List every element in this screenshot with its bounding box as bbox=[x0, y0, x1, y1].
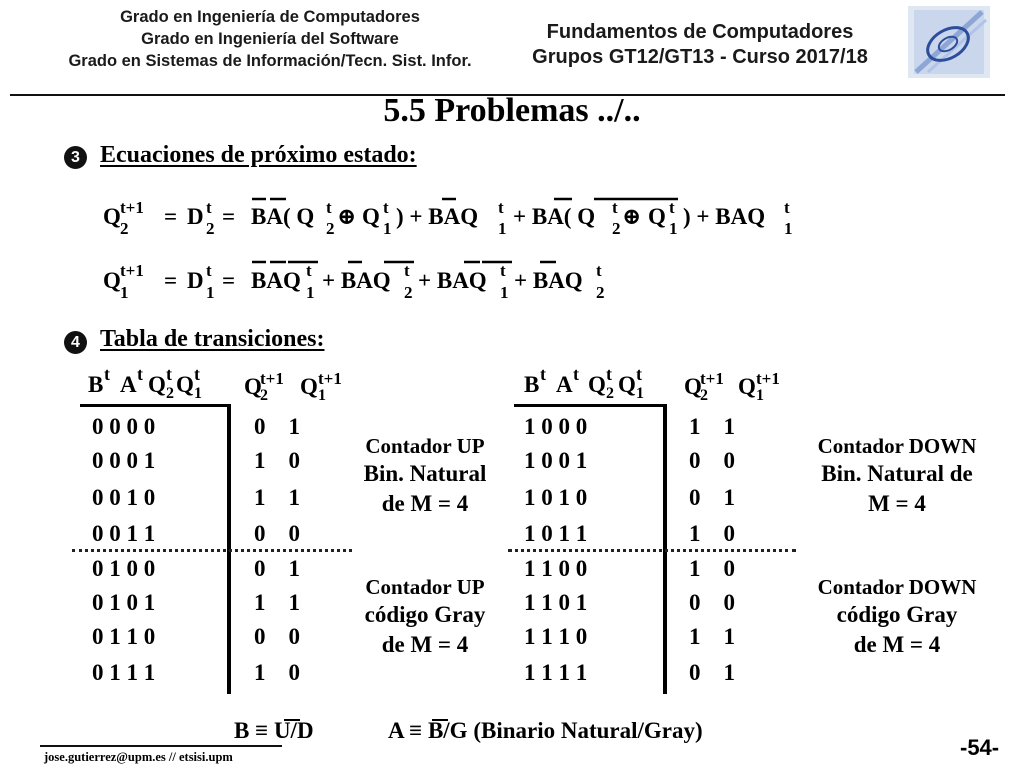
table-row: 1 0 0 1 bbox=[524, 448, 588, 473]
svg-text:+ BAQ: + BAQ bbox=[514, 268, 583, 293]
table-row: 0 1 1 1 bbox=[92, 660, 156, 685]
svg-text:2: 2 bbox=[206, 219, 215, 238]
note-line: código Gray bbox=[364, 602, 486, 627]
table-left-header bbox=[80, 362, 380, 406]
course-info bbox=[500, 20, 900, 70]
legend-b-overbar bbox=[284, 719, 300, 721]
svg-text:t: t bbox=[500, 261, 506, 280]
course-name: Fundamentos de Computadores bbox=[546, 21, 854, 43]
table-row: 0 1 0 1 bbox=[92, 590, 156, 615]
svg-text:BA( Q: BA( Q bbox=[251, 204, 315, 229]
svg-text:D: D bbox=[187, 268, 204, 293]
svg-text:t+1: t+1 bbox=[120, 261, 144, 280]
svg-text:t+1: t+1 bbox=[318, 369, 342, 388]
svg-text:1: 1 bbox=[669, 219, 678, 238]
note-down-gray bbox=[792, 575, 1002, 660]
svg-text:Q: Q bbox=[300, 374, 318, 399]
table-row-next: 1 1 bbox=[689, 414, 735, 439]
table-row-next: 0 0 bbox=[689, 590, 735, 615]
next-state-equations bbox=[0, 190, 820, 320]
svg-text:=: = bbox=[164, 204, 178, 229]
svg-text:t: t bbox=[573, 364, 579, 384]
svg-text:Q: Q bbox=[148, 372, 166, 397]
svg-text:t+1: t+1 bbox=[260, 369, 284, 388]
svg-text:⊕: ⊕ bbox=[337, 204, 357, 229]
table-right-header-rule bbox=[514, 404, 666, 407]
svg-text:Q: Q bbox=[648, 204, 666, 229]
table-row-next: 0 1 bbox=[689, 485, 735, 510]
svg-text:Q: Q bbox=[362, 204, 380, 229]
page-number: -54- bbox=[960, 735, 1000, 760]
svg-text:t: t bbox=[498, 198, 504, 217]
table-row: 0 0 0 1 bbox=[92, 448, 156, 473]
table-row-next: 0 1 bbox=[689, 660, 735, 685]
svg-text:2: 2 bbox=[326, 219, 335, 238]
table-row-next: 1 0 bbox=[689, 521, 735, 546]
note-line: Contador UP bbox=[365, 434, 485, 458]
note-down-binary bbox=[792, 434, 1002, 519]
table-right-header bbox=[516, 362, 816, 406]
svg-text:2: 2 bbox=[260, 387, 268, 404]
svg-text:Q: Q bbox=[618, 372, 636, 397]
university-logo-icon bbox=[908, 6, 990, 78]
table-row-next: 1 0 bbox=[254, 660, 300, 685]
table-row: 0 1 1 0 bbox=[92, 624, 156, 649]
note-line: Contador UP bbox=[365, 575, 485, 599]
table-row-next: 0 0 bbox=[689, 448, 735, 473]
note-line: código Gray bbox=[836, 602, 958, 627]
degree-line: Grado en Ingeniería de Computadores bbox=[120, 8, 420, 26]
svg-text:1: 1 bbox=[120, 283, 129, 302]
degree-list bbox=[40, 6, 500, 72]
table-row: 0 0 0 0 bbox=[92, 414, 156, 439]
svg-text:=: = bbox=[222, 204, 236, 229]
note-line: Contador DOWN bbox=[817, 575, 977, 599]
svg-text:1: 1 bbox=[318, 387, 326, 404]
svg-text:1: 1 bbox=[636, 385, 644, 402]
svg-text:t+1: t+1 bbox=[700, 369, 724, 388]
degree-line: Grado en Ingeniería del Software bbox=[141, 30, 399, 48]
page-title: 5.5 Problemas ../.. bbox=[383, 92, 641, 129]
degree-line: Grado en Sistemas de Información/Tecn. Sist. Infor. bbox=[68, 52, 472, 70]
table-row-next: 0 1 bbox=[254, 414, 300, 439]
table-row: 1 0 0 0 bbox=[524, 414, 588, 439]
section-number-badge: 4 bbox=[64, 331, 87, 354]
svg-text:t: t bbox=[404, 261, 410, 280]
svg-text:+ BAQ: + BAQ bbox=[322, 268, 391, 293]
footer-rule bbox=[40, 745, 282, 747]
table-row: 1 0 1 1 bbox=[524, 521, 588, 546]
note-line: de M = 4 bbox=[853, 632, 941, 657]
table-row: 0 0 1 0 bbox=[92, 485, 156, 510]
table-row: 1 1 1 1 bbox=[524, 660, 588, 685]
svg-text:1: 1 bbox=[383, 219, 392, 238]
table-row-next: 1 0 bbox=[254, 448, 300, 473]
svg-text:) + BAQ: ) + BAQ bbox=[683, 204, 766, 229]
note-line: Contador DOWN bbox=[817, 434, 977, 458]
legend-a-overbar bbox=[432, 719, 448, 721]
svg-text:t: t bbox=[784, 198, 790, 217]
svg-text:t: t bbox=[612, 198, 618, 217]
svg-text:1: 1 bbox=[500, 283, 509, 302]
svg-text:Q: Q bbox=[588, 372, 606, 397]
svg-text:A: A bbox=[556, 372, 573, 397]
note-line: de M = 4 bbox=[381, 632, 469, 657]
svg-text:Q: Q bbox=[738, 374, 756, 399]
table-row: 1 1 0 1 bbox=[524, 590, 588, 615]
table-row: 0 0 1 1 bbox=[92, 521, 156, 546]
legend-b: B ≡ U/D bbox=[234, 718, 314, 743]
svg-text:t: t bbox=[326, 198, 332, 217]
svg-text:=: = bbox=[222, 268, 236, 293]
svg-text:D: D bbox=[187, 204, 204, 229]
table-row: 1 1 1 0 bbox=[524, 624, 588, 649]
svg-text:1: 1 bbox=[756, 387, 764, 404]
table-left-header-rule bbox=[80, 404, 230, 407]
svg-text:Q: Q bbox=[684, 374, 702, 399]
svg-text:t: t bbox=[596, 261, 602, 280]
legend-a: A ≡ B/G (Binario Natural/Gray) bbox=[388, 718, 703, 743]
svg-text:2: 2 bbox=[612, 219, 621, 238]
svg-text:2: 2 bbox=[120, 219, 129, 238]
svg-text:BAQ: BAQ bbox=[251, 268, 301, 293]
svg-text:=: = bbox=[164, 268, 178, 293]
svg-text:+ BA( Q: + BA( Q bbox=[513, 204, 596, 229]
section-number-badge: 3 bbox=[64, 146, 87, 169]
svg-text:2: 2 bbox=[404, 283, 413, 302]
table-row-next: 1 1 bbox=[689, 624, 735, 649]
svg-text:1: 1 bbox=[206, 283, 215, 302]
table-row-next: 1 1 bbox=[254, 485, 300, 510]
svg-text:t: t bbox=[166, 364, 172, 384]
table-row-next: 1 1 bbox=[254, 590, 300, 615]
svg-text:2: 2 bbox=[596, 283, 605, 302]
svg-text:1: 1 bbox=[194, 385, 202, 402]
svg-text:t: t bbox=[540, 364, 546, 384]
note-up-binary bbox=[340, 434, 510, 519]
svg-text:1: 1 bbox=[784, 219, 793, 238]
svg-text:Q: Q bbox=[103, 268, 121, 293]
svg-text:Q: Q bbox=[244, 374, 262, 399]
svg-text:t: t bbox=[606, 364, 612, 384]
footer-email: jose.gutierrez@upm.es // etsisi.upm bbox=[44, 750, 233, 764]
svg-text:2: 2 bbox=[700, 387, 708, 404]
table-row: 1 1 0 0 bbox=[524, 556, 588, 581]
equation-q2 bbox=[103, 198, 793, 238]
equation-q1 bbox=[103, 261, 605, 302]
table-row-next: 0 0 bbox=[254, 521, 300, 546]
svg-text:1: 1 bbox=[498, 219, 507, 238]
table-row-next: 0 1 bbox=[254, 556, 300, 581]
svg-text:t: t bbox=[194, 364, 200, 384]
note-line: de M = 4 bbox=[381, 491, 469, 516]
svg-text:B: B bbox=[524, 372, 540, 397]
course-group: Grupos GT12/GT13 - Curso 2017/18 bbox=[532, 46, 868, 68]
svg-text:) + BAQ: ) + BAQ bbox=[396, 204, 479, 229]
svg-text:2: 2 bbox=[166, 385, 174, 402]
svg-text:t: t bbox=[104, 364, 110, 384]
svg-text:Q: Q bbox=[176, 372, 194, 397]
note-line: Bin. Natural bbox=[363, 461, 487, 486]
table-right-separator bbox=[508, 549, 796, 552]
svg-text:B: B bbox=[88, 372, 104, 397]
svg-text:t: t bbox=[669, 198, 675, 217]
note-line: Bin. Natural de bbox=[821, 461, 973, 486]
svg-text:Q: Q bbox=[103, 204, 121, 229]
svg-text:1: 1 bbox=[306, 283, 315, 302]
svg-text:t: t bbox=[206, 261, 212, 280]
table-row-next: 0 0 bbox=[254, 624, 300, 649]
table-left-separator bbox=[72, 549, 352, 552]
svg-text:t: t bbox=[306, 261, 312, 280]
section-heading: Tabla de transiciones: bbox=[100, 326, 325, 352]
svg-text:t: t bbox=[137, 364, 143, 384]
svg-text:2: 2 bbox=[606, 385, 614, 402]
table-row: 1 0 1 0 bbox=[524, 485, 588, 510]
svg-text:t: t bbox=[206, 198, 212, 217]
table-row: 0 1 0 0 bbox=[92, 556, 156, 581]
svg-text:A: A bbox=[120, 372, 137, 397]
svg-text:⊕: ⊕ bbox=[622, 204, 642, 229]
table-row-next: 1 0 bbox=[689, 556, 735, 581]
section-heading: Ecuaciones de próximo estado: bbox=[100, 142, 417, 168]
svg-text:t+1: t+1 bbox=[120, 198, 144, 217]
svg-text:t: t bbox=[636, 364, 642, 384]
svg-text:+ BAQ: + BAQ bbox=[418, 268, 487, 293]
svg-text:t+1: t+1 bbox=[756, 369, 780, 388]
note-up-gray bbox=[340, 575, 510, 660]
note-line: M = 4 bbox=[868, 491, 926, 516]
svg-text:t: t bbox=[383, 198, 389, 217]
